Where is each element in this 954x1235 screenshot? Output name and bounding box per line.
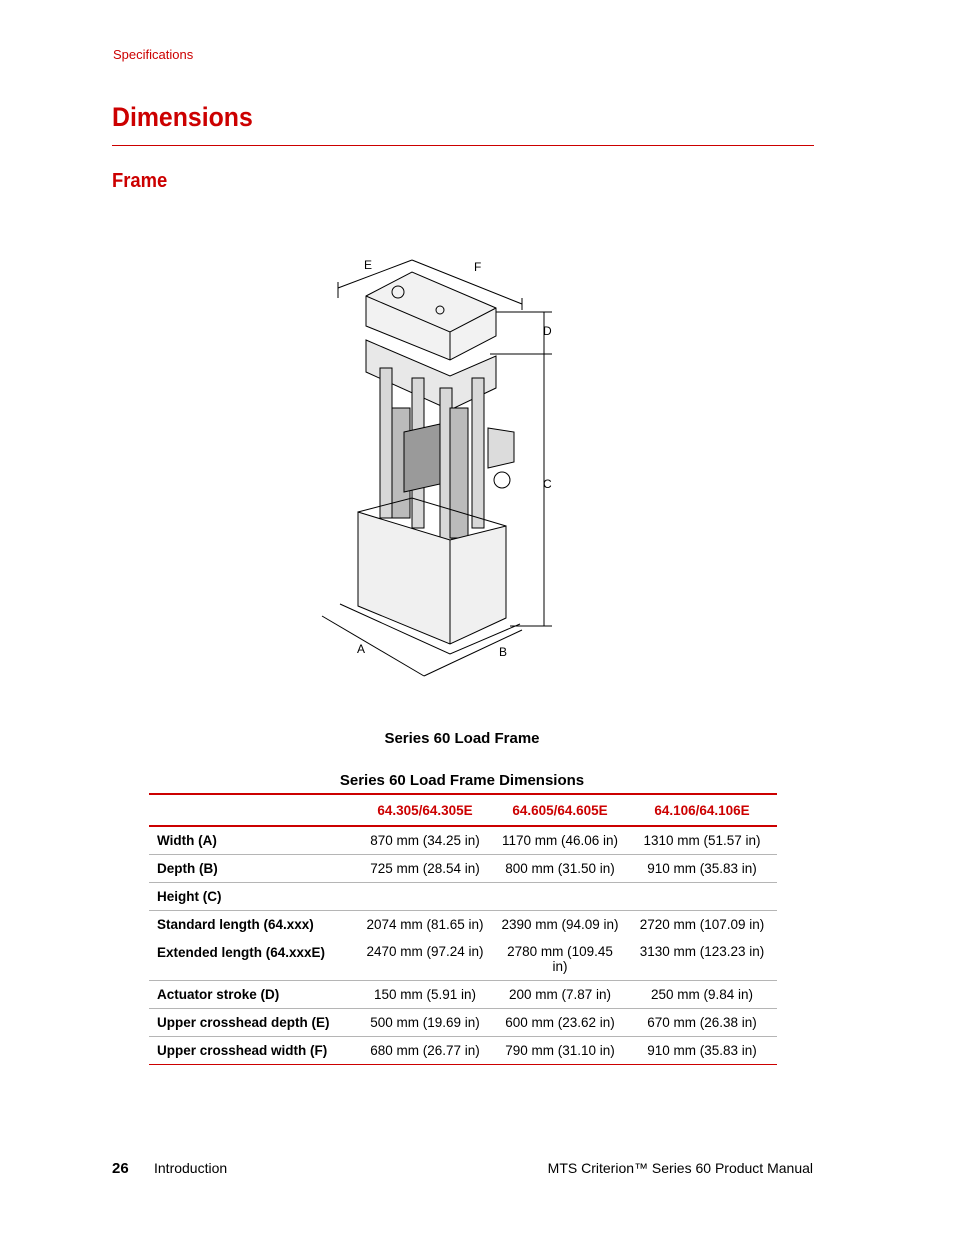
row-label: Upper crosshead depth (E) [149,1009,357,1037]
table-cell: 200 mm (7.87 in) [493,981,627,1009]
table-cell [357,911,493,981]
dimension-label-a: A [357,642,366,656]
table-row [149,981,777,1009]
table-cell: 680 mm (26.77 in) [357,1037,493,1065]
table-cell [627,883,777,911]
table-cell: 870 mm (34.25 in) [357,826,493,855]
standard-value: 2390 mm (94.09 in) [501,917,619,932]
column-header [149,794,357,826]
table-row [149,1037,777,1065]
table-cell [493,883,627,911]
table-cell: 1310 mm (51.57 in) [627,826,777,855]
standard-value: 2720 mm (107.09 in) [639,917,765,932]
dimension-label-c: C [543,477,552,491]
table-row [149,826,777,855]
column-header: 64.305/64.305E [357,794,493,826]
table-cell: 1170 mm (46.06 in) [493,826,627,855]
load-frame-illustration [300,248,560,688]
standard-value: 2074 mm (81.65 in) [366,917,484,932]
table-row [149,855,777,883]
table-cell: 725 mm (28.54 in) [357,855,493,883]
row-label: Depth (B) [149,855,357,883]
page-title: Dimensions [112,102,253,132]
extended-value: 2470 mm (97.24 in) [366,944,484,959]
dimension-label-f: F [474,260,482,274]
row-label: Actuator stroke (D) [149,981,357,1009]
table-cell: 800 mm (31.50 in) [493,855,627,883]
table-row [149,883,777,911]
dimension-label-e: E [364,258,373,272]
table-cell: 790 mm (31.10 in) [493,1037,627,1065]
title-divider [112,145,814,146]
table-cell: 250 mm (9.84 in) [627,981,777,1009]
column-header: 64.106/64.106E [627,794,777,826]
table-row [149,1009,777,1037]
column-header: 64.605/64.605E [493,794,627,826]
page-number: 26 [112,1160,129,1177]
table-cell [357,883,493,911]
dimension-label-d: D [543,324,552,338]
footer-manual-title: MTS Criterion™ Series 60 Product Manual [547,1160,813,1176]
dimension-label-b: B [499,645,508,659]
table-cell: 910 mm (35.83 in) [627,1037,777,1065]
row-label: Width (A) [149,826,357,855]
table-caption: Series 60 Load Frame Dimensions [339,772,585,789]
footer-section: Introduction [154,1160,228,1176]
row-label: Height (C) [149,883,357,911]
extended-value: 3130 mm (123.23 in) [639,944,765,959]
section-heading: Frame [112,170,168,192]
row-label-standard: Standard length (64.xxx) [157,917,314,932]
row-label-extended: Extended length (64.xxxE) [157,945,326,960]
table-cell: 150 mm (5.91 in) [357,981,493,1009]
table-cell: 500 mm (19.69 in) [357,1009,493,1037]
table-header-row [149,794,777,826]
table-cell: 910 mm (35.83 in) [627,855,777,883]
row-label [149,911,357,981]
table-cell [493,911,627,981]
table-cell: 670 mm (26.38 in) [627,1009,777,1037]
running-header: Specifications [113,47,194,62]
extended-value: 2780 mm (109.45 in) [507,944,613,974]
table-cell: 600 mm (23.62 in) [493,1009,627,1037]
dimensions-table [149,793,777,1065]
figure-caption: Series 60 Load Frame [384,730,540,747]
table-row [149,911,777,981]
table-cell [627,911,777,981]
row-label: Upper crosshead width (F) [149,1037,357,1065]
